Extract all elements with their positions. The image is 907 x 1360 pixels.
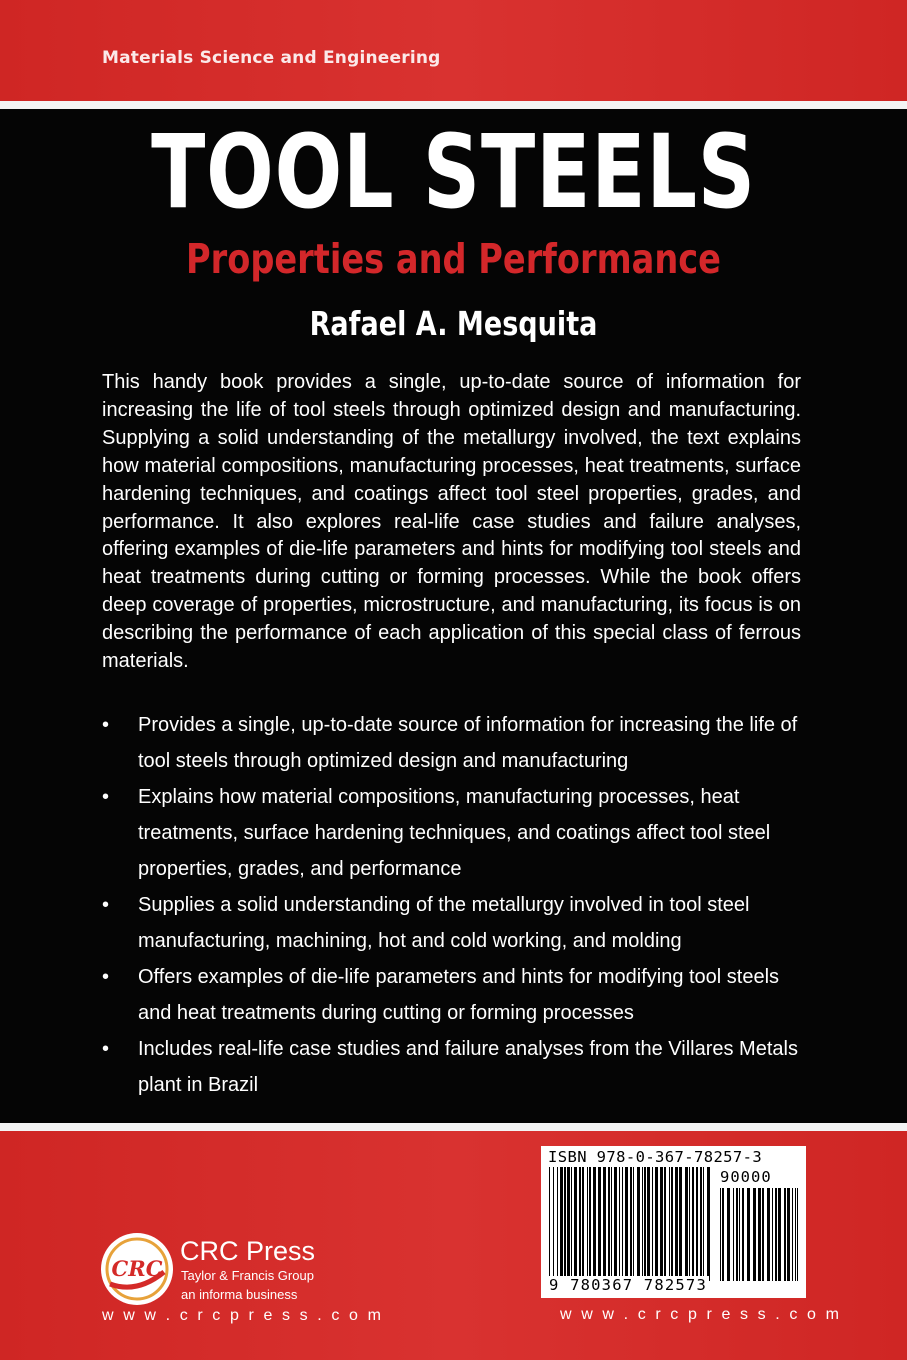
feature-text: Supplies a solid understanding of the metallurgy involved in tool steel manufacturing, machining, hot and cold working, and molding <box>138 894 750 952</box>
feature-list <box>102 707 807 1103</box>
bullet-icon: • <box>102 1038 110 1060</box>
barcode-bar <box>644 1167 646 1281</box>
barcode-bar <box>603 1167 606 1281</box>
barcode-bar <box>553 1167 554 1281</box>
barcode-bar <box>727 1188 730 1281</box>
barcode-bar <box>647 1167 650 1281</box>
barcode-bar <box>608 1167 610 1281</box>
bullet-icon: • <box>102 894 110 916</box>
top-divider <box>0 101 907 109</box>
barcode-bar <box>611 1167 612 1281</box>
barcode-bar <box>747 1188 750 1281</box>
barcode-bars-main <box>549 1167 713 1281</box>
barcode-bar <box>671 1167 673 1281</box>
barcode-bar <box>669 1167 670 1281</box>
publisher-informa: an informa business <box>181 1287 298 1302</box>
barcode-bar <box>679 1167 682 1281</box>
barcode-bar <box>775 1188 777 1281</box>
book-description: This handy book provides a single, up-to-date source of information for increasing the life of tool steels through optimized design and manufacturing. Supplying a solid understanding of the metallurgy involved, the text explains how material compositions, manufacturing processes, heat treatments, surface hardening techniques, and coatings affect tool steel properties, grades, and performance. It also explores real-life case studies and failure analyses, offering examples of die-life parameters and hints for modifying tool steels and heat treatments during cutting or forming processes. While the book offers deep coverage of properties, microstructure, and manufacturing, its focus is on describing the performance of each application of this special class of ferrous materials. <box>102 371 801 673</box>
feature-item <box>102 707 807 779</box>
bullet-icon: • <box>102 786 110 808</box>
feature-text: Includes real-life case studies and failure analyses from the Villares Metals plant in Brazil <box>138 1038 798 1096</box>
feature-item <box>102 959 807 1031</box>
barcode-bar <box>564 1167 566 1281</box>
barcode-bar <box>664 1167 666 1281</box>
barcode-bar <box>792 1188 793 1281</box>
feature-item <box>102 887 807 959</box>
barcode-bar <box>614 1167 617 1281</box>
barcode-bar <box>660 1167 663 1281</box>
barcode-bar <box>571 1167 572 1281</box>
barcode-bar <box>619 1167 620 1281</box>
barcode-bars-addon <box>720 1188 800 1281</box>
barcode-bar <box>692 1167 694 1281</box>
barcode-bar <box>700 1167 702 1281</box>
barcode-bar <box>567 1167 570 1281</box>
barcode-bar <box>703 1167 704 1281</box>
barcode-bar <box>707 1167 710 1281</box>
barcode-bar <box>758 1188 761 1281</box>
barcode-bar <box>589 1167 591 1281</box>
barcode-bar <box>642 1167 643 1281</box>
barcode-bar <box>784 1188 786 1281</box>
bullet-icon: • <box>102 966 110 988</box>
book-subtitle: Properties and Performance <box>186 235 721 283</box>
barcode-bar <box>637 1167 640 1281</box>
barcode-bar <box>722 1188 724 1281</box>
barcode-bar <box>736 1188 738 1281</box>
price-code: 90000 <box>720 1168 772 1186</box>
barcode-bar <box>622 1167 623 1281</box>
barcode-bar <box>767 1188 770 1281</box>
feature-item <box>102 779 807 887</box>
barcode-bar <box>689 1167 690 1281</box>
back-url[interactable]: w w w . c r c p r e s s . c o m <box>560 1306 842 1323</box>
barcode-bar <box>762 1188 764 1281</box>
barcode-bar <box>733 1188 734 1281</box>
barcode-bar <box>778 1188 781 1281</box>
barcode-bar <box>593 1167 596 1281</box>
barcode-bar <box>625 1167 628 1281</box>
barcode-bar <box>557 1167 558 1281</box>
bottom-divider <box>0 1123 907 1131</box>
author-name: Rafael A. Mesquita <box>309 304 598 343</box>
logo-text: CRC <box>111 1256 163 1281</box>
barcode-bar <box>560 1167 563 1281</box>
isbn-barcode <box>541 1146 806 1298</box>
barcode-bar <box>675 1167 678 1281</box>
barcode-bar <box>574 1167 577 1281</box>
barcode-bar <box>582 1167 584 1281</box>
barcode-bar <box>587 1167 588 1281</box>
barcode-bar <box>720 1188 721 1281</box>
barcode-bar <box>787 1188 790 1281</box>
barcode-bar <box>652 1167 653 1281</box>
barcode-bar <box>655 1167 658 1281</box>
barcode-bar <box>797 1188 798 1281</box>
barcode-bar <box>795 1188 796 1281</box>
bullet-icon: • <box>102 714 110 736</box>
barcode-bar <box>549 1167 550 1281</box>
barcode-bar <box>739 1188 740 1281</box>
crc-logo-icon <box>100 1232 174 1306</box>
feature-text: Provides a single, up-to-date source of information for increasing the life of tool steels through optimized design and manufacturing <box>138 714 798 772</box>
barcode-bar <box>685 1167 688 1281</box>
barcode-bar <box>633 1167 634 1281</box>
barcode-bar <box>772 1188 773 1281</box>
feature-item <box>102 1031 807 1103</box>
feature-text: Offers examples of die-life parameters and hints for modifying tool steels and heat treatments during cutting or forming processes <box>138 966 780 1024</box>
isbn-label: ISBN 978-0-367-78257-3 <box>548 1148 763 1166</box>
series-label: Materials Science and Engineering <box>102 48 441 68</box>
barcode-digits: 9 780367 782573 <box>549 1276 707 1294</box>
barcode-bar <box>598 1167 601 1281</box>
barcode-bar <box>579 1167 581 1281</box>
book-title: TOOL STEELS <box>151 113 756 232</box>
publisher-name: CRC Press <box>180 1236 316 1266</box>
barcode-bar <box>696 1167 698 1281</box>
barcode-bar <box>753 1188 756 1281</box>
publisher-group: Taylor & Francis Group <box>181 1268 314 1283</box>
publisher-url[interactable]: w w w . c r c p r e s s . c o m <box>102 1307 384 1324</box>
barcode-bar <box>742 1188 744 1281</box>
feature-text: Explains how material compositions, manufacturing processes, heat treatments, surface hardening techniques, and coatings affect tool steel properties, grades, and performance <box>138 786 771 880</box>
barcode-bar <box>630 1167 632 1281</box>
